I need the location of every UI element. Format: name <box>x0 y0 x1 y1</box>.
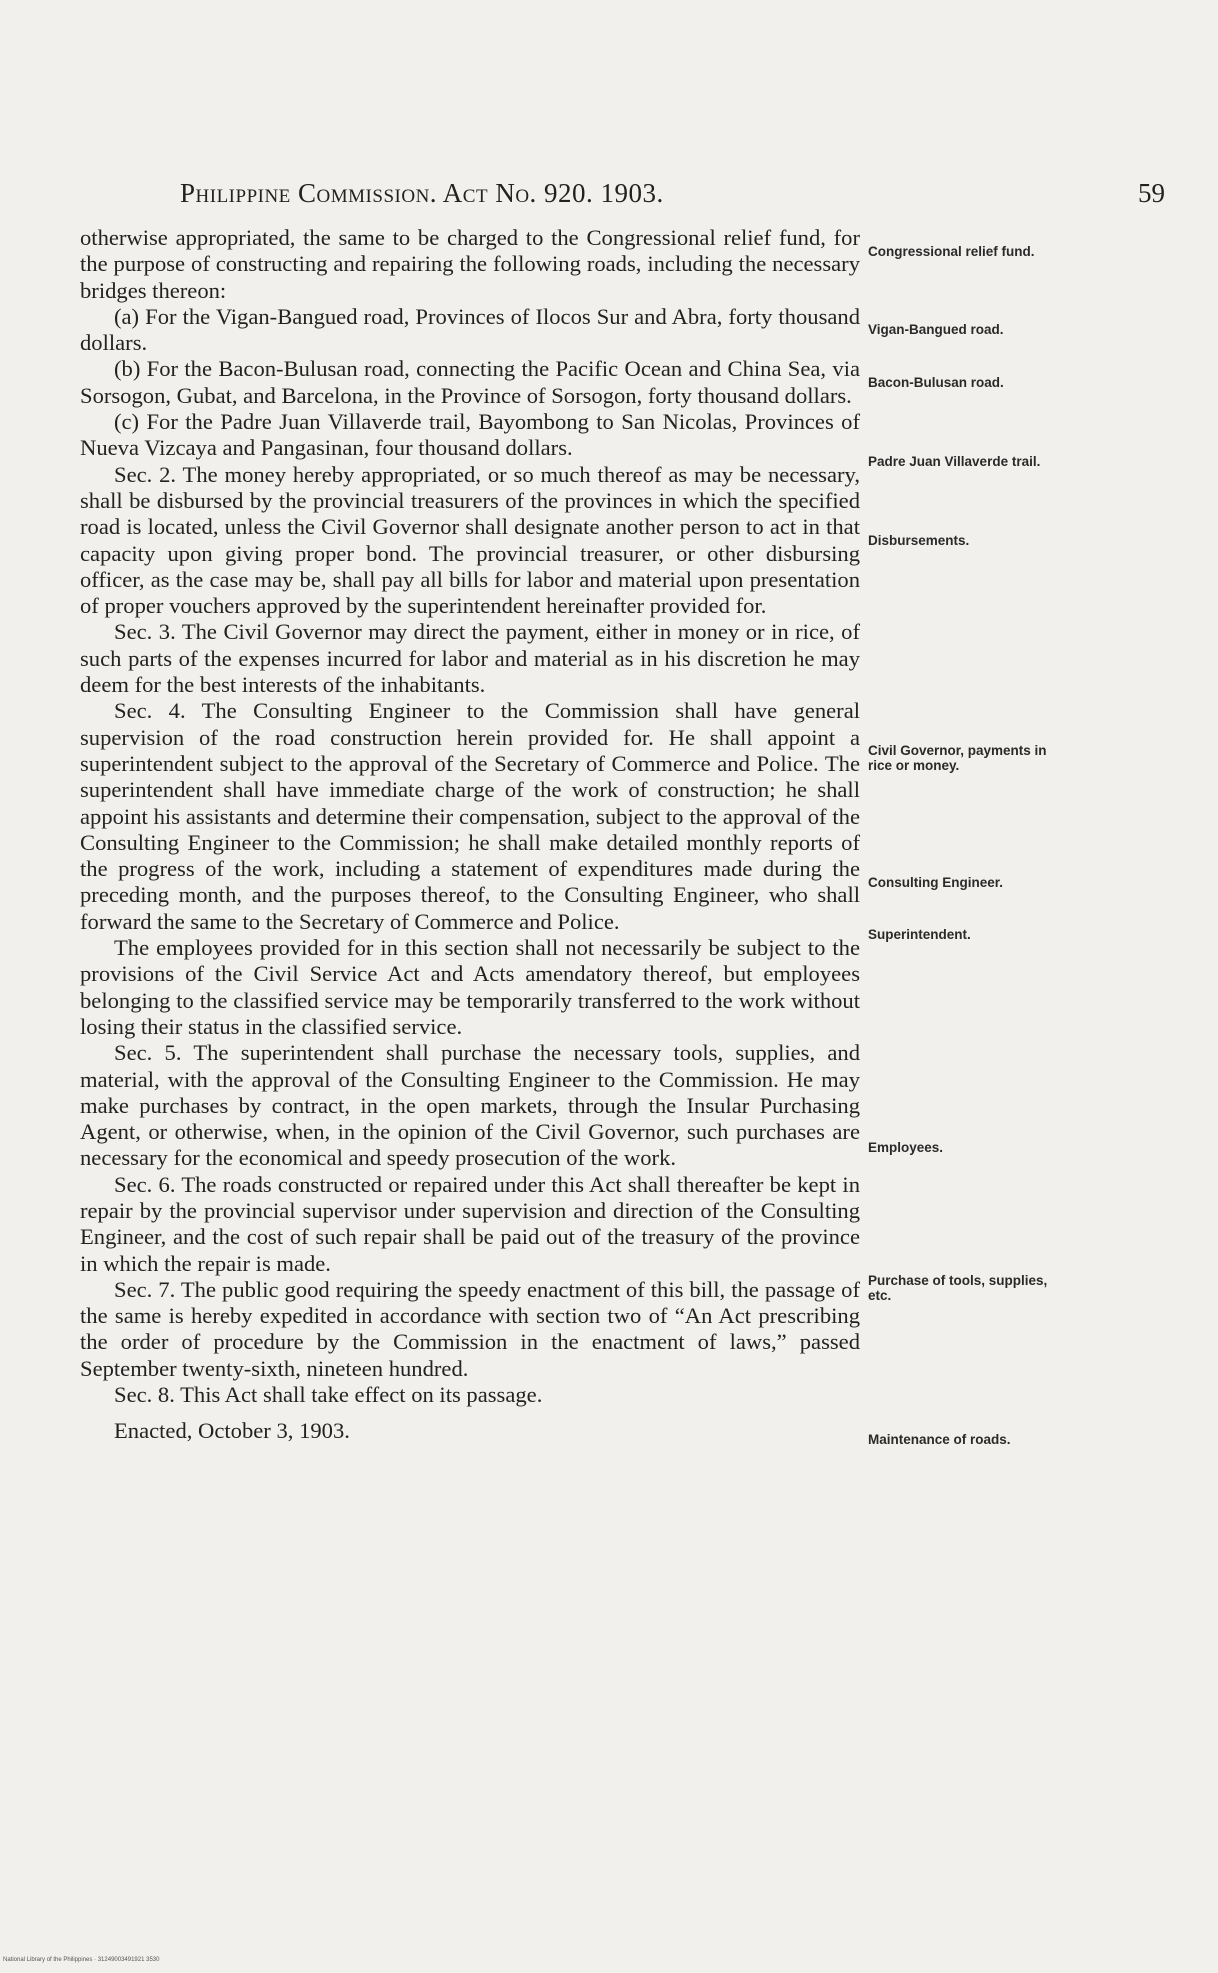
margin-note-civil-governor-payments: Civil Governor, payments in rice or money. <box>868 743 1047 773</box>
margin-note-vigan-bangued-road: Vigan-Bangued road. <box>868 322 1004 337</box>
margin-note-padre-juan-villaverde-trail: Padre Juan Villaverde trail. <box>868 454 1041 469</box>
paragraph-sec-5: Sec. 5. The superintendent shall purchase the necessary tools, supplies, and material, with the approval of the Consulting Engineer to the Commission. He may make purchases by contract, in the open markets, through the Insular Purchasing Agent, or otherwise, when, in the opinion of the Civil Governor, such purchases are necessary for the economical and speedy prosecution of the work. <box>80 1040 860 1171</box>
enacted-date: Enacted, October 3, 1903. <box>114 1418 350 1444</box>
margin-note-consulting-engineer: Consulting Engineer. <box>868 875 1004 890</box>
margin-note-superintendent: Superintendent. <box>868 927 971 942</box>
paragraph-sec-6: Sec. 6. The roads constructed or repaired under this Act shall thereafter be kept in repair by the provincial supervisor under supervision and direction of the Consulting Engineer, and the cost of such repair shall be paid out of the treasury of the province in which the repair is made. <box>80 1171 860 1276</box>
margin-note-purchase-of-tools: Purchase of tools, supplies, etc. <box>868 1273 1048 1303</box>
page-number: 59 <box>1138 178 1165 208</box>
margin-note-congressional-relief-fund: Congressional relief fund. <box>868 244 1035 259</box>
paragraph-sec-7: Sec. 7. The public good requiring the speedy enactment of this bill, the passage of the same is hereby expedited in accordance with section two of “An Act prescribing the order of procedure by the Commission in the enactment of laws,” passed September twenty-sixth, nineteen hundred. <box>80 1276 860 1381</box>
paragraph-item-c: (c) For the Padre Juan Villaverde trail, Bayombong to San Nicolas, Provinces of Nueva Vizcaya and Pangasinan, four thousand dollars. <box>80 409 860 461</box>
margin-note-employees: Employees. <box>868 1140 944 1155</box>
margin-note-maintenance-of-roads: Maintenance of roads. <box>868 1432 1011 1447</box>
paragraph-sec-2: Sec. 2. The money hereby appropriated, or so much thereof as may be necessary, shall be disbursed by the provincial treasurers of the provinces in which the specified road is located, unless the Civil Governor shall designate another person to act in that capacity upon giving proper bond. The provincial treasurer, or other disbursing officer, as the case may be, shall pay all bills for labor and material upon presentation of proper vouchers approved by the superintendent hereinafter provided for. <box>80 461 860 619</box>
running-header: Philippine Commission. Act No. 920. 1903. <box>180 178 664 208</box>
paragraph-item-b: (b) For the Bacon-Bulusan road, connecting the Pacific Ocean and China Sea, via Sorsogon, Gubat, and Barcelona, in the Province of Sorsogon, forty thousand dollars. <box>80 356 860 408</box>
paragraph-employees: The employees provided for in this section shall not necessarily be subject to the provisions of the Civil Service Act and Acts amendatory thereof, but employees belonging to the classified service may be temporarily transferred to the work without losing their status in the classified service. <box>80 935 860 1039</box>
paragraph-appropriation-continued: otherwise appropriated, the same to be charged to the Congressional relief fund, for the purpose of constructing and repairing the following roads, including the necessary bridges thereon: <box>80 225 860 303</box>
paragraph-sec-8: Sec. 8. This Act shall take effect on its passage. <box>114 1382 543 1408</box>
paragraph-sec-4: Sec. 4. The Consulting Engineer to the Commission shall have general supervision of the road construction herein provided for. He shall appoint a superintendent subject to the approval of the Secretary of Commerce and Police. The superintendent shall have immediate charge of the work of construction; he shall appoint his assistants and determine their compensation, subject to the approval of the Consulting Engineer to the Commission; he shall make detailed monthly reports of the progress of the work, including a statement of expenditures made during the preceding month, and the purposes thereof, to the Consulting Engineer, who shall forward the same to the Secretary of Commerce and Police. <box>80 698 860 934</box>
margin-note-bacon-bulusan-road: Bacon-Bulusan road. <box>868 375 1004 390</box>
paragraph-sec-3: Sec. 3. The Civil Governor may direct the payment, either in money or in rice, of such parts of the expenses incurred for labor and material as in his discretion he may deem for the best interests of the inhabitants. <box>80 619 860 698</box>
scan-footer: National Library of the Philippines · 31249003491921 3530 <box>3 1957 160 1963</box>
margin-note-disbursements: Disbursements. <box>868 533 970 548</box>
body-text <box>80 225 860 1445</box>
paragraph-item-a: (a) For the Vigan-Bangued road, Provinces of Ilocos Sur and Abra, forty thousand dollars. <box>80 303 860 356</box>
